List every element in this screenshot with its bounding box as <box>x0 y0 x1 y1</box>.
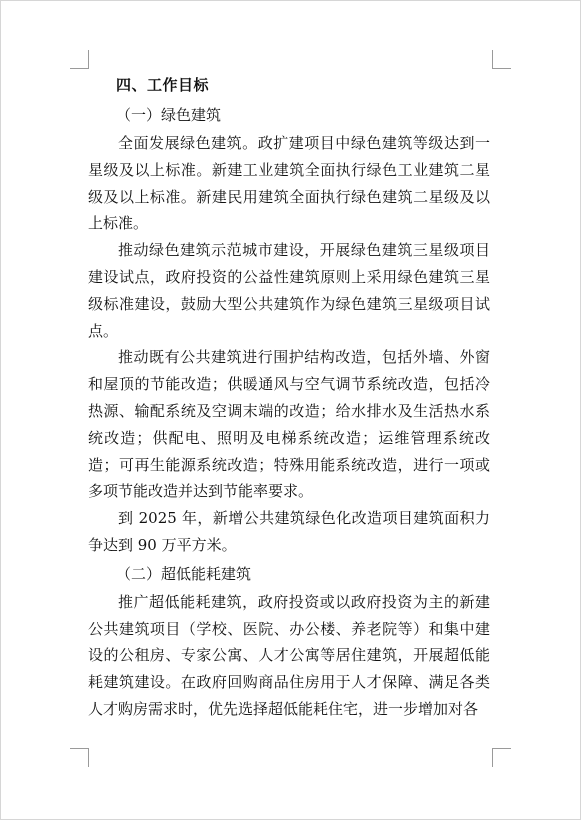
margin-marker-top-left <box>70 50 89 69</box>
paragraph: 推动绿色建筑示范城市建设，开展绿色建筑三星级项目建设试点，政府投资的公益性建筑原则上采用绿色建筑三星级标准建设，鼓励大型公共建筑作为绿色建筑三星级项目试点。 <box>88 241 490 340</box>
paragraph: 推广超低能耗建筑，政府投资或以政府投资为主的新建公共建筑项目（学校、医院、办公楼、养老院等）和集中建设的公租房、专家公寓、人才公寓等居住建筑，开展超低能耗建筑建设。在政府回购商品住房用于人才保障、满足各类人才购房需求时，优先选择超低能耗住宅，进一步增加对各 <box>88 592 490 718</box>
paragraph: 到 2025 年，新增公共建筑绿色化改造项目建筑面积力争达到 90 万平方米。 <box>88 509 490 554</box>
section-heading: 四、工作目标 <box>116 76 210 94</box>
subsection-title-green-building: （一）绿色建筑 <box>116 106 222 124</box>
document-body <box>88 70 490 723</box>
paragraph: 全面发展绿色建筑。政扩建项目中绿色建筑等级达到一星级及以上标准。新建工业建筑全面执行绿色工业建筑二星级及以上标准。新建民用建筑全面执行绿色建筑二星级及以上标准。 <box>88 134 490 233</box>
subsection-title-ultra-low-energy: （二）超低能耗建筑 <box>116 564 252 583</box>
margin-marker-bottom-right <box>492 748 511 767</box>
margin-marker-bottom-left <box>70 748 89 767</box>
margin-marker-top-right <box>492 50 511 69</box>
paragraph: 推动既有公共建筑进行围护结构改造，包括外墙、外窗和屋顶的节能改造；供暖通风与空气调节系统改造，包括冷热源、输配系统及空调末端的改造；给水排水及生活热水系统改造；供配电、照明及电梯系统改造；运维管理系统改造；可再生能源系统改造；特殊用能系统改造，进行一项或多项节能改造并达到节能率要求。 <box>88 348 490 501</box>
